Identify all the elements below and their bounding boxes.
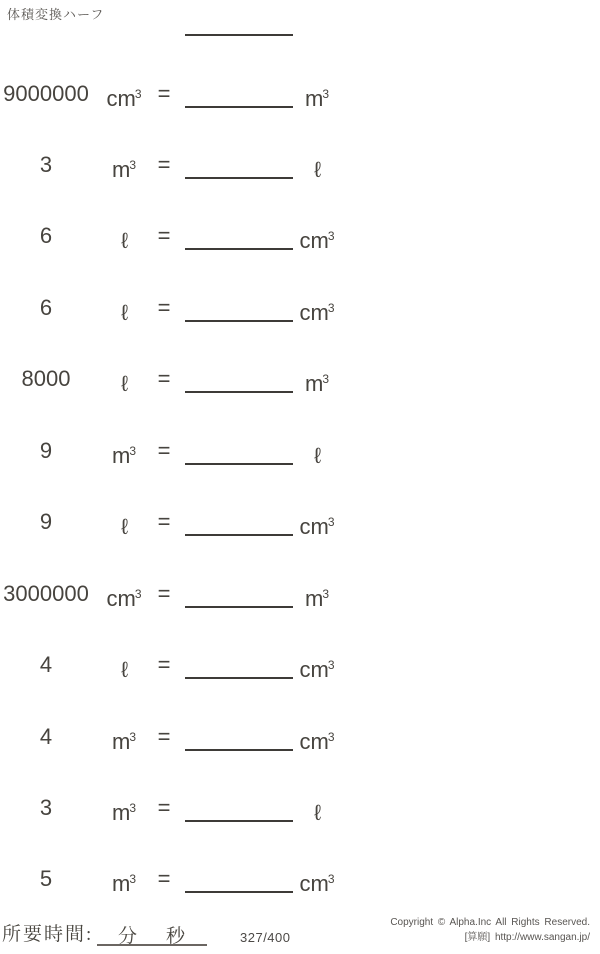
equals-sign: = [157,795,171,820]
copyright-url: [算願] http://www.sangan.jp/ [464,932,590,943]
unit-cube-exponent: 3 [129,801,136,815]
equals-sign: = [157,866,171,892]
unit-cube-exponent: 3 [327,729,335,744]
unit-base: ℓ [120,228,129,254]
problem-row [0,652,600,683]
unit-base: ℓ [120,371,129,397]
answer-blank [185,320,293,322]
problem-answer-unit [285,82,349,111]
copyright-line: Copyright © Alpha.Inc All Rights Reserved. [390,917,590,928]
answer-blank [185,106,293,108]
page-number: 327/400 [240,930,291,945]
unit-base: m [304,85,324,111]
problem-value: 9 [39,437,53,463]
unit-base: cm [106,85,136,111]
problem-value: 3 [39,795,53,820]
unit-base: m [111,442,131,468]
unit-base: cm [299,728,329,754]
equals-sign: = [157,80,171,106]
problem-row [0,795,600,825]
equals-sign: = [157,437,171,463]
problem-value: 3 [39,151,53,177]
problem-answer-unit [285,725,349,754]
unit-cube-exponent: 3 [129,443,136,458]
unit-base: m [111,156,131,182]
problem-row [0,151,600,182]
equals-sign: = [157,509,171,535]
unit-base: cm [299,299,329,325]
seconds-label: 秒 [166,926,186,947]
problem-answer-unit [285,153,349,182]
problem-answer-unit [285,653,349,683]
unit-cube-exponent: 3 [129,872,136,887]
equals-sign: = [157,294,171,320]
unit-base: m [111,871,131,897]
problem-row [0,437,600,468]
problem-value: 4 [39,723,53,749]
unit-base: m [111,800,131,825]
problem-value: 9 [39,509,53,535]
answer-blank [185,677,293,679]
problem-answer-unit [285,796,349,825]
answer-blank [185,534,293,536]
answer-blank [185,248,293,250]
problem-value: 6 [39,223,53,249]
unit-cube-exponent: 3 [327,229,335,244]
problem-row [0,866,600,897]
unit-base: ℓ [120,514,129,540]
unit-cube-exponent: 3 [322,372,329,387]
answer-blank-partial [185,34,293,36]
unit-cube-exponent: 3 [327,658,335,673]
problem-value: 9000000 [3,80,89,106]
problem-answer-unit [285,439,349,468]
unit-base: ℓ [120,299,129,325]
unit-base: cm [299,657,329,683]
unit-base: m [304,585,324,611]
equals-sign: = [157,366,171,392]
unit-base: cm [106,585,136,611]
problem-answer-unit [285,224,349,254]
unit-cube-exponent: 3 [327,300,335,315]
equals-sign: = [157,151,171,177]
problem-value: 3000000 [3,580,89,606]
unit-base: m [111,728,131,754]
unit-base: ℓ [120,657,129,683]
problem-answer-unit [285,867,349,897]
answer-blank [185,749,293,751]
problem-row [0,509,600,540]
problem-answer-unit [285,510,349,540]
unit-cube-exponent: 3 [322,586,329,601]
unit-base: ℓ [313,800,322,825]
unit-cube-exponent: 3 [134,86,142,101]
unit-cube-exponent: 3 [327,515,335,530]
problem-row [0,366,600,397]
time-answer-blank [97,944,207,946]
unit-cube-exponent: 3 [322,86,329,101]
unit-base: cm [299,871,329,897]
unit-cube-exponent: 3 [129,157,136,172]
equals-sign: = [157,580,171,606]
answer-blank [185,177,293,179]
problem-row [0,223,600,254]
problem-answer-unit [285,367,349,397]
unit-cube-exponent: 3 [134,586,142,601]
problem-row [0,723,600,754]
equals-sign: = [157,652,171,678]
equals-sign: = [157,223,171,249]
problem-value: 5 [39,866,53,892]
equals-sign: = [157,723,171,749]
problem-row [0,294,600,325]
unit-base: cm [299,514,329,540]
minutes-label: 分 [118,926,138,947]
answer-blank [185,606,293,608]
answer-blank [185,463,293,465]
unit-base: ℓ [313,442,322,468]
answer-blank [185,820,293,822]
problem-value: 6 [39,294,53,320]
unit-base: ℓ [313,156,322,182]
unit-cube-exponent: 3 [129,729,136,744]
problem-value: 4 [39,652,53,678]
unit-cube-exponent: 3 [327,872,335,887]
time-required-label: 所要時間: [2,924,94,945]
problem-row [0,80,600,111]
problem-row [0,580,600,611]
page-title: 体積変換ハーフ [7,7,105,22]
problem-value: 8000 [21,366,71,392]
problem-answer-unit [285,582,349,611]
problem-answer-unit [285,296,349,325]
answer-blank [185,891,293,893]
unit-base: cm [299,228,329,254]
unit-base: m [304,371,324,397]
copyright-block [390,915,590,945]
answer-blank [185,391,293,393]
